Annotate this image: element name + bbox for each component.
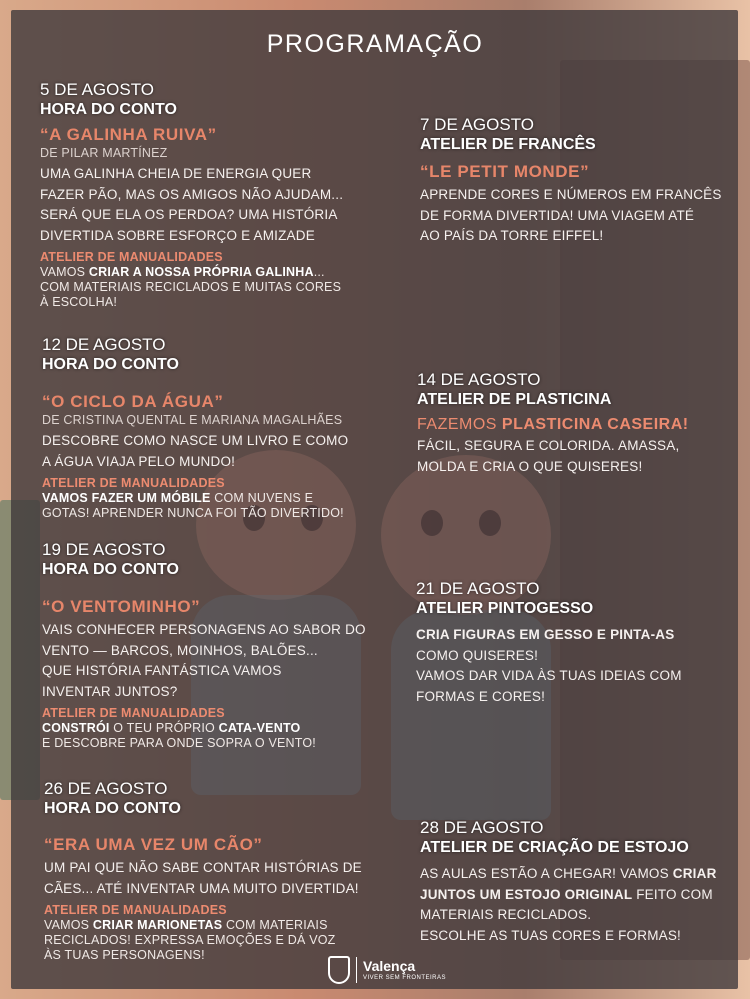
- event-kind: ATELIER DE CRIAÇÃO DE ESTOJO: [420, 839, 689, 856]
- activity-line: VAMOS CRIAR A NOSSA PRÓPRIA GALINHA...: [40, 265, 325, 279]
- desc-line: CÃES... ATÉ INVENTAR UMA MUITO DIVERTIDA!: [44, 880, 359, 896]
- activity-line: À ESCOLHA!: [40, 295, 118, 309]
- valenca-logo: [328, 953, 446, 987]
- event-kind: ATELIER PINTOGESSO: [416, 600, 594, 617]
- desc-line: UM PAI QUE NÃO SABE CONTAR HISTÓRIAS DE: [44, 860, 362, 875]
- desc-line: AO PAÍS DA TORRE EIFFEL!: [420, 228, 604, 243]
- desc-line: FORMAS E CORES!: [416, 688, 546, 704]
- story-author: DE PILAR MARTÍNEZ: [40, 146, 168, 160]
- event-kind: HORA DO CONTO: [42, 356, 179, 373]
- desc-line: FAZER PÃO, MAS OS AMIGOS NÃO AJUDAM...: [40, 186, 344, 202]
- desc-line: DESCOBRE COMO NASCE UM LIVRO E COMO: [42, 433, 349, 448]
- event-date: 26 DE AGOSTO: [44, 779, 168, 798]
- event-kind: ATELIER DE PLASTICINA: [417, 391, 612, 408]
- event-kind: HORA DO CONTO: [42, 561, 179, 578]
- desc-line: DIVERTIDA SOBRE ESFORÇO E AMIZADE: [40, 227, 315, 243]
- desc-line: FÁCIL, SEGURA E COLORIDA. AMASSA,: [417, 438, 680, 453]
- activity-line: COM MATERIAIS RECICLADOS E MUITAS CORES: [40, 280, 342, 294]
- event-28-agosto: [420, 818, 740, 946]
- desc-line: VAMOS DAR VIDA ÀS TUAS IDEIAS COM: [416, 668, 682, 683]
- activity-line: VAMOS FAZER UM MÓBILE COM NUVENS E: [42, 491, 314, 505]
- event-19-agosto: [42, 540, 382, 751]
- event-date: 5 DE AGOSTO: [40, 80, 155, 99]
- logo-name: Valença: [363, 957, 416, 974]
- activity-line: RECICLADOS! EXPRESSA EMOÇÕES E DÁ VOZ: [44, 933, 336, 947]
- atelier-label: ATELIER DE MANUALIDADES: [44, 903, 227, 917]
- event-date: 28 DE AGOSTO: [420, 818, 544, 837]
- desc-line: UMA GALINHA CHEIA DE ENERGIA QUER: [40, 166, 312, 181]
- desc-line: ESCOLHE AS TUAS CORES E FORMAS!: [420, 927, 682, 943]
- logo-tagline: VIVER SEM FRONTEIRAS: [363, 974, 447, 981]
- event-date: 21 DE AGOSTO: [416, 579, 540, 598]
- event-date: 12 DE AGOSTO: [42, 335, 166, 354]
- story-title: “ERA UMA VEZ UM CÃO”: [44, 835, 263, 854]
- activity-line: ÀS TUAS PERSONAGENS!: [44, 948, 205, 962]
- event-date: 7 DE AGOSTO: [420, 115, 535, 134]
- activity-line: E DESCOBRE PARA ONDE SOPRA O VENTO!: [42, 736, 316, 750]
- event-kind: HORA DO CONTO: [44, 800, 181, 817]
- event-date: 19 DE AGOSTO: [42, 540, 166, 559]
- desc-line: VAIS CONHECER PERSONAGENS AO SABOR DO: [42, 622, 366, 637]
- desc-line: APRENDE CORES E NÚMEROS EM FRANCÊS: [420, 187, 722, 202]
- desc-line: A ÁGUA VIAJA PELO MUNDO!: [42, 453, 236, 469]
- event-7-agosto: [420, 115, 740, 247]
- logo-divider: [356, 957, 357, 983]
- event-26-agosto: [44, 779, 384, 963]
- event-5-agosto: [40, 80, 380, 310]
- event-12-agosto: [42, 335, 382, 521]
- activity-line: VAMOS CRIAR MARIONETAS COM MATERIAIS: [44, 918, 328, 932]
- event-kind: ATELIER DE FRANCÊS: [420, 136, 596, 153]
- desc-line: MATERIAIS RECICLADOS.: [420, 907, 592, 922]
- desc-line: DE FORMA DIVERTIDA! UMA VIAGEM ATÉ: [420, 207, 695, 223]
- event-date: 14 DE AGOSTO: [417, 370, 541, 389]
- crest-icon: [328, 956, 350, 984]
- desc-line: COMO QUISERES!: [416, 647, 539, 663]
- workshop-highlight: FAZEMOS PLASTICINA CASEIRA!: [417, 416, 689, 433]
- event-14-agosto: [417, 370, 737, 477]
- story-title: “A GALINHA RUIVA”: [40, 125, 217, 144]
- story-title: “O CICLO DA ÁGUA”: [42, 392, 224, 411]
- event-kind: HORA DO CONTO: [40, 101, 177, 118]
- desc-line: VENTO — BARCOS, MOINHOS, BALÕES...: [42, 642, 318, 658]
- desc-line: INVENTAR JUNTOS?: [42, 683, 178, 699]
- story-author: DE CRISTINA QUENTAL E MARIANA MAGALHÃES: [42, 413, 343, 427]
- atelier-label: ATELIER DE MANUALIDADES: [40, 250, 223, 264]
- desc-line: MOLDA E CRIA O QUE QUISERES!: [417, 458, 643, 474]
- desc-line: SERÁ QUE ELA OS PERDOA? UMA HISTÓRIA: [40, 207, 338, 222]
- story-title: “LE PETIT MONDE”: [420, 162, 590, 181]
- desc-line: CRIA FIGURAS EM GESSO E PINTA-AS: [416, 627, 675, 642]
- desc-line: JUNTOS UM ESTOJO ORIGINAL FEITO COM: [420, 886, 713, 902]
- activity-line: CONSTRÓI O TEU PRÓPRIO CATA-VENTO: [42, 721, 301, 735]
- atelier-label: ATELIER DE MANUALIDADES: [42, 706, 225, 720]
- page-title: PROGRAMAÇÃO: [266, 30, 484, 58]
- desc-line: AS AULAS ESTÃO A CHEGAR! VAMOS CRIAR: [420, 866, 717, 881]
- story-title: “O VENTOMINHO”: [42, 597, 201, 616]
- desc-line: QUE HISTÓRIA FANTÁSTICA VAMOS: [42, 663, 282, 678]
- event-21-agosto: [416, 579, 736, 707]
- atelier-label: ATELIER DE MANUALIDADES: [42, 476, 225, 490]
- activity-line: GOTAS! APRENDER NUNCA FOI TÃO DIVERTIDO!: [42, 506, 344, 520]
